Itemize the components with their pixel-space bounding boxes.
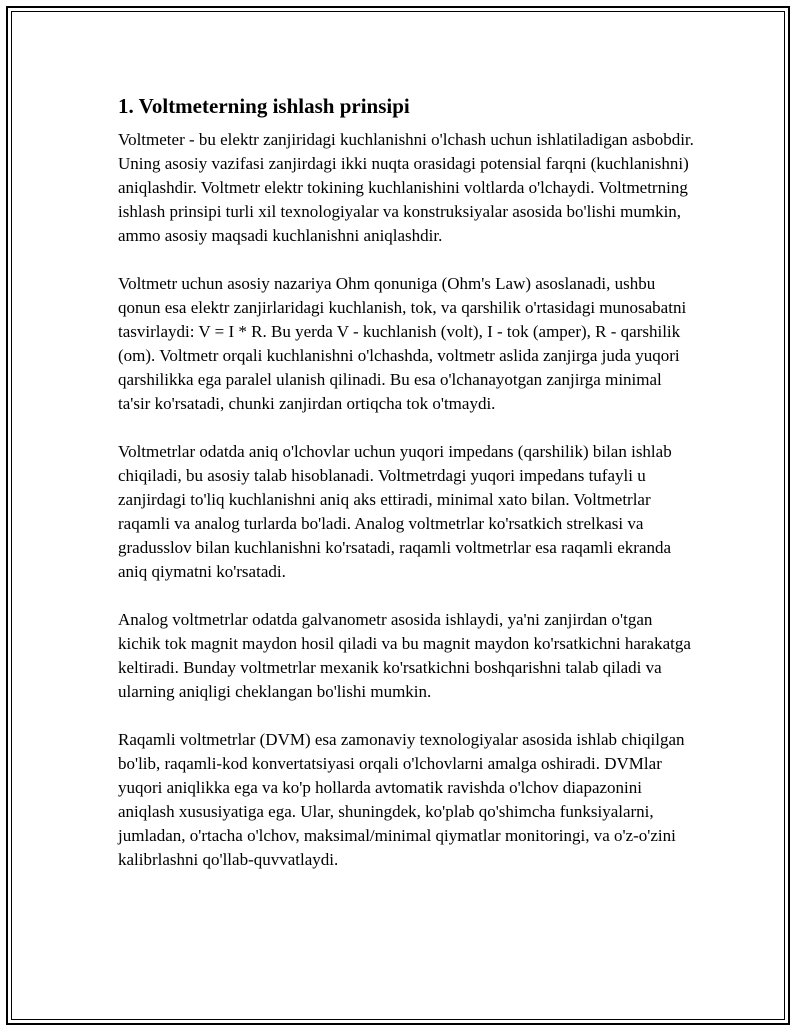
- section-heading: 1. Voltmeterning ishlash prinsipi: [118, 94, 410, 118]
- document-body: [118, 92, 698, 896]
- paragraph-digital: Raqamli voltmetrlar (DVM) esa zamonaviy texnologiyalar asosida ishlab chiqilgan bo'lib, raqamli-kod konvertatsiyasi orqali o'lchovlarni amalga oshiradi. DVMlar yuqori aniqlikka ega va ko'p hollarda avtomatik ravishda o'lchov diapazonini aniqlash xususiyatiga ega. Ular, shuningdek, ko'plab qo'shimcha funksiyalarni, jumladan, o'rtacha o'lchov, maksimal/minimal qiymatlar monitoringi, va o'z-o'zini kalibrlashni qo'llab-quvvatlaydi.: [118, 730, 685, 869]
- paragraph-ohms-law: Voltmetr uchun asosiy nazariya Ohm qonuniga (Ohm's Law) asoslanadi, ushbu qonun esa elektr zanjirlaridagi kuchlanish, tok, va qarshilik o'rtasidagi munosabatni tasvirlaydi: V = I * R. Bu yerda V - kuchlanish (volt), I - tok (amper), R - qarshilik (om). Voltmetr orqali kuchlanishni o'lchashda, voltmetr aslida zanjirga juda yuqori qarshilikka ega paralel ulanish qilinadi. Bu esa o'lchanayotgan zanjirga minimal ta'sir ko'rsatadi, chunki zanjirdan ortiqcha tok o'tmaydi.: [118, 274, 687, 413]
- paragraph-intro: Voltmeter - bu elektr zanjiridagi kuchlanishni o'lchash uchun ishlatiladigan asbobdir. Uning asosiy vazifasi zanjirdagi ikki nuqta orasidagi potensial farqni (kuchlanishni) aniqlashdir. Voltmetr elektr tokining kuchlanishini voltlarda o'lchaydi. Voltmetrning ishlash prinsipi turli xil texnologiyalar va konstruksiyalar asosida bo'lishi mumkin, ammo asosiy maqsadi kuchlanishni aniqlashdir.: [118, 130, 694, 245]
- paragraph-impedance: Voltmetrlar odatda aniq o'lchovlar uchun yuqori impedans (qarshilik) bilan ishlab chiqiladi, bu asosiy talab hisoblanadi. Voltmetrdagi yuqori impedans tufayli u zanjirdagi to'liq kuchlanishni aniq aks ettiradi, minimal xato bilan. Voltmetrlar raqamli va analog turlarda bo'ladi. Analog voltmetrlar ko'rsatkich strelkasi va gradusslov bilan kuchlanishni ko'rsatadi, raqamli voltmetrlar esa raqamli ekranda aniq qiymatni ko'rsatadi.: [118, 442, 672, 581]
- paragraph-analog: Analog voltmetrlar odatda galvanometr asosida ishlaydi, ya'ni zanjirdan o'tgan kichik tok magnit maydon hosil qiladi va bu magnit maydon ko'rsatkichni harakatga keltiradi. Bunday voltmetrlar mexanik ko'rsatkichni boshqarishni talab qiladi va ularning aniqligi cheklangan bo'lishi mumkin.: [118, 610, 691, 701]
